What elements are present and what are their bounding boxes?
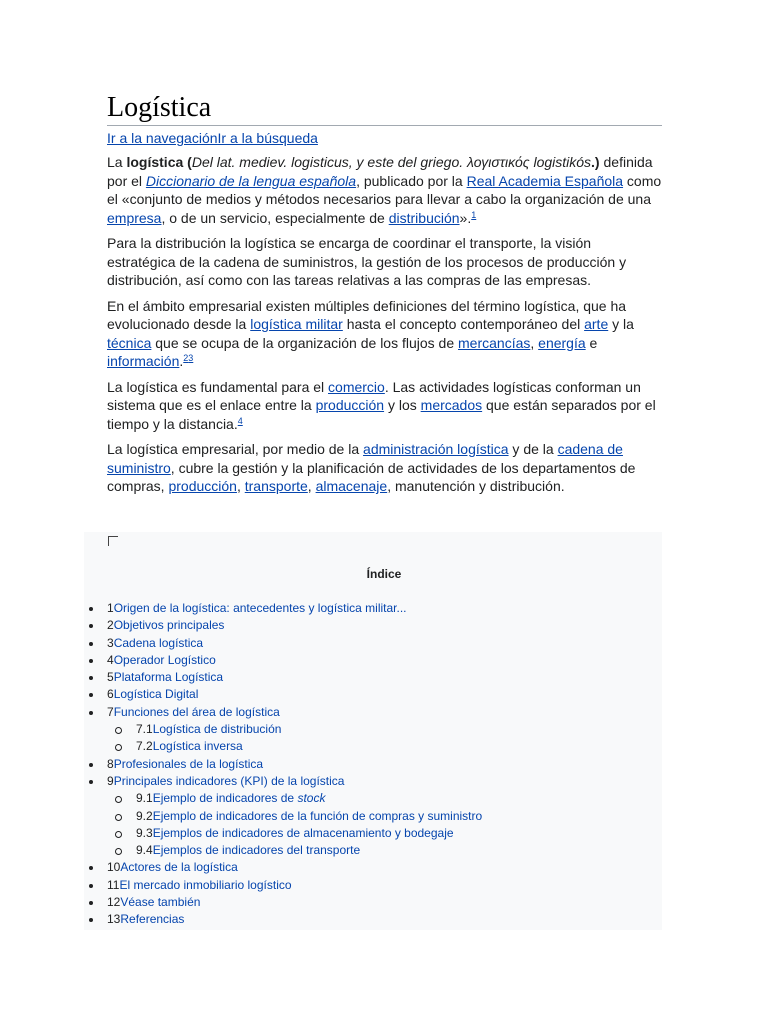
text: , cubre la gestión y la planificación de actividades de los departamentos de compras, (107, 459, 636, 494)
link-cadena-suministro[interactable]: cadena de suministro (107, 441, 623, 476)
text: .) (591, 154, 600, 170)
paragraph-definitions (107, 297, 662, 371)
toc-item[interactable] (0, 704, 768, 721)
link-produccion[interactable]: producción (315, 397, 385, 413)
jump-to-search-link[interactable]: Ir a la búsqueda (217, 130, 318, 146)
reference-4[interactable] (238, 416, 243, 426)
bullet-icon (87, 756, 95, 773)
toc-list (0, 600, 768, 929)
toc-text[interactable]: Referencias (120, 912, 185, 927)
text: que se ocupa de la organización de los flujos de (151, 334, 459, 351)
toc-link[interactable] (136, 808, 482, 825)
toc-text[interactable]: Logística Digital (113, 687, 199, 702)
toc-text[interactable]: Ejemplo de indicadores de la función de compras y suministro (152, 808, 483, 823)
toc-number: 3 (107, 635, 114, 650)
toc-text[interactable]: Operador Logístico (113, 652, 216, 667)
toc-text[interactable]: Objetivos principales (113, 618, 225, 633)
link-transporte[interactable]: transporte (244, 478, 308, 494)
bullet-icon (87, 911, 95, 928)
toc-number: 2 (107, 618, 114, 633)
bold-term: logística (126, 154, 184, 170)
toc-text[interactable]: Cadena logística (113, 635, 204, 650)
text: como el «conjunto de medios y métodos necesarios para llevar a cabo la organización de una (107, 172, 662, 207)
toc-item[interactable] (0, 669, 768, 686)
link-distribucion[interactable]: distribución (388, 209, 460, 226)
text: que están separados por el tiempo y la distancia. (107, 397, 656, 432)
text: La logística empresarial, por medio de la (107, 441, 364, 457)
toc-link[interactable] (107, 894, 200, 911)
toc-link[interactable] (107, 669, 223, 686)
toc-number: 9.3 (136, 825, 153, 840)
toc-text[interactable]: Ejemplo de indicadores de (152, 791, 298, 806)
reference-3[interactable] (188, 353, 193, 363)
text: , (307, 478, 316, 494)
link-almacenaje[interactable]: almacenaje (315, 478, 388, 494)
text: En el ámbito empresarial existen múltiples definiciones del término logística, que ha evolucionado desde la (107, 297, 627, 332)
toc-link[interactable] (107, 600, 407, 617)
text: , (236, 478, 245, 494)
toc-item[interactable] (0, 842, 768, 859)
toc-number: 7.1 (136, 722, 153, 737)
toc-number: 13 (107, 912, 121, 927)
toc-number: 4 (107, 652, 114, 667)
toc-number: 9.4 (136, 843, 153, 858)
bullet-icon (87, 600, 95, 617)
link-arte[interactable]: arte (584, 316, 609, 332)
toc-link[interactable] (107, 617, 224, 634)
text: . Las actividades logísticas conforman un sistema que es el enlace entre la (107, 378, 641, 413)
toc-link[interactable] (136, 721, 281, 738)
toc-item[interactable] (0, 600, 768, 617)
toc-item[interactable] (0, 652, 768, 669)
toc-text-italic[interactable]: stock (297, 791, 326, 806)
link-comercio[interactable]: comercio (328, 378, 385, 395)
reference-link[interactable]: 4 (237, 415, 243, 426)
toc-link[interactable] (107, 773, 344, 790)
toc-item[interactable] (0, 808, 768, 825)
toc-item[interactable] (0, 911, 768, 928)
link-tecnica[interactable]: técnica (107, 334, 152, 351)
link-produccion-2[interactable]: producción (168, 478, 237, 494)
toc-link[interactable] (107, 877, 292, 894)
toc-item[interactable] (0, 738, 768, 755)
toc-link[interactable] (107, 859, 238, 876)
article-body (107, 92, 662, 496)
toc-link[interactable] (136, 790, 325, 807)
reference-link[interactable]: 1 (471, 209, 477, 220)
etymology: Del lat. mediev. logisticus, y este del griego. λογιστικός logistikós (191, 154, 592, 170)
paragraph-intro (107, 153, 662, 227)
toc-number: 9 (107, 773, 114, 788)
toc-title: Índice (366, 567, 402, 581)
toc-text[interactable]: Ejemplos de indicadores del transporte (152, 843, 361, 858)
toc-text[interactable]: Logística de distribución (152, 722, 282, 737)
link-informacion[interactable]: información (107, 353, 180, 369)
bullet-icon (87, 652, 95, 669)
reference-link[interactable]: 3 (188, 353, 194, 363)
bullet-icon (87, 617, 95, 634)
toc-link[interactable] (136, 738, 243, 755)
paragraph-distribution: Para la distribución la logística se encarga de coordinar el transporte, la visión estratégica de la cadena de suministros, la gestión de los procesos de producción y distribución, así como con las tareas relativas a las compras de las empresas. (107, 235, 627, 288)
paragraph-business (107, 440, 662, 496)
toc-link[interactable] (136, 825, 454, 842)
bullet-icon (87, 773, 95, 790)
toc-number: 6 (107, 687, 114, 702)
toc-text[interactable]: El mercado inmobiliario logístico (119, 877, 292, 892)
paragraph-commerce (107, 378, 662, 434)
toc-text[interactable]: Plataforma Logística (113, 670, 224, 685)
link-mercancias[interactable]: mercancías (458, 334, 531, 351)
text: ». (459, 209, 472, 226)
link-rae[interactable]: Real Academia Española (466, 172, 624, 189)
text: , manutención y distribución. (387, 478, 565, 494)
toc-item[interactable] (0, 859, 768, 876)
toc-number: 7 (107, 704, 114, 719)
toc-item[interactable] (0, 617, 768, 634)
toc-text[interactable]: Profesionales de la logística (113, 756, 264, 771)
text: , o de un servicio, especialmente de (161, 209, 389, 226)
toc-item[interactable] (0, 635, 768, 652)
toc-text[interactable]: Actores de la logística (120, 860, 238, 875)
jump-links (107, 129, 662, 147)
bullet-icon (87, 894, 95, 911)
toc-number: 9.2 (136, 808, 153, 823)
toc-number: 8 (107, 756, 114, 771)
bullet-icon (87, 686, 95, 703)
jump-to-navigation-link[interactable]: Ir a la navegación (107, 130, 218, 146)
bullet-icon (87, 859, 95, 876)
toc-number: 9.1 (136, 791, 153, 806)
toc-number: 11 (107, 877, 120, 892)
toc-link[interactable] (107, 911, 184, 928)
toc-text[interactable]: Funciones del área de logística (113, 704, 280, 719)
toc-toggle-checkbox[interactable] (108, 536, 118, 546)
toc-item[interactable] (0, 790, 768, 807)
toc-text[interactable]: Logística inversa (152, 739, 243, 754)
link-energia[interactable]: energía (538, 334, 586, 351)
bullet-icon (87, 877, 95, 894)
bullet-icon (87, 669, 95, 686)
link-empresa[interactable]: empresa (107, 209, 162, 226)
text: , (530, 334, 539, 351)
toc-item[interactable] (0, 756, 768, 773)
toc-link[interactable] (107, 756, 263, 773)
text: e (585, 334, 598, 351)
link-diccionario[interactable]: Diccionario de la lengua española (145, 172, 357, 189)
toc-text[interactable]: Ejemplos de indicadores de almacenamiento y bodegaje (152, 825, 454, 840)
reference-1[interactable] (471, 210, 476, 220)
toc-text[interactable]: Principales indicadores (KPI) de la logística (113, 773, 345, 788)
toc-link[interactable] (136, 842, 360, 859)
link-logistica-militar[interactable]: logística militar (250, 316, 343, 332)
toc-text[interactable]: Véase también (120, 895, 201, 910)
text: . (179, 353, 184, 369)
bullet-icon (87, 704, 95, 721)
toc-item[interactable] (0, 825, 768, 842)
text: y de la (508, 441, 558, 457)
toc-item[interactable] (0, 721, 768, 738)
toc-number: 5 (107, 670, 114, 685)
text: La logística es fundamental para el (107, 378, 329, 395)
toc-link[interactable] (107, 704, 280, 721)
text: hasta el concepto contemporáneo del (342, 316, 585, 332)
text: y la (608, 316, 634, 332)
toc-number: 10 (107, 860, 121, 875)
toc-item[interactable] (0, 686, 768, 703)
toc-text[interactable]: Origen de la logística: antecedentes y logística militar... (113, 601, 407, 615)
text: ( (183, 154, 192, 170)
toc-item[interactable] (0, 877, 768, 894)
reference-link[interactable]: 2 (183, 353, 189, 363)
toc-link[interactable] (107, 635, 203, 652)
text: , publicado por la (356, 172, 467, 189)
toc-item[interactable] (0, 773, 768, 790)
toc-number: 7.2 (136, 739, 153, 754)
link-administracion-logistica[interactable]: administración logística (363, 441, 509, 457)
link-mercados[interactable]: mercados (420, 397, 483, 413)
toc-link[interactable] (107, 686, 198, 703)
text: y los (384, 397, 421, 413)
toc-item[interactable] (0, 894, 768, 911)
page-title: Logística (107, 92, 662, 126)
toc-number: 12 (107, 895, 121, 910)
bullet-icon (87, 635, 95, 652)
text: La (107, 154, 127, 170)
toc-number: 1 (107, 601, 114, 615)
text: definida por el (107, 154, 653, 189)
toc-link[interactable] (107, 652, 216, 669)
